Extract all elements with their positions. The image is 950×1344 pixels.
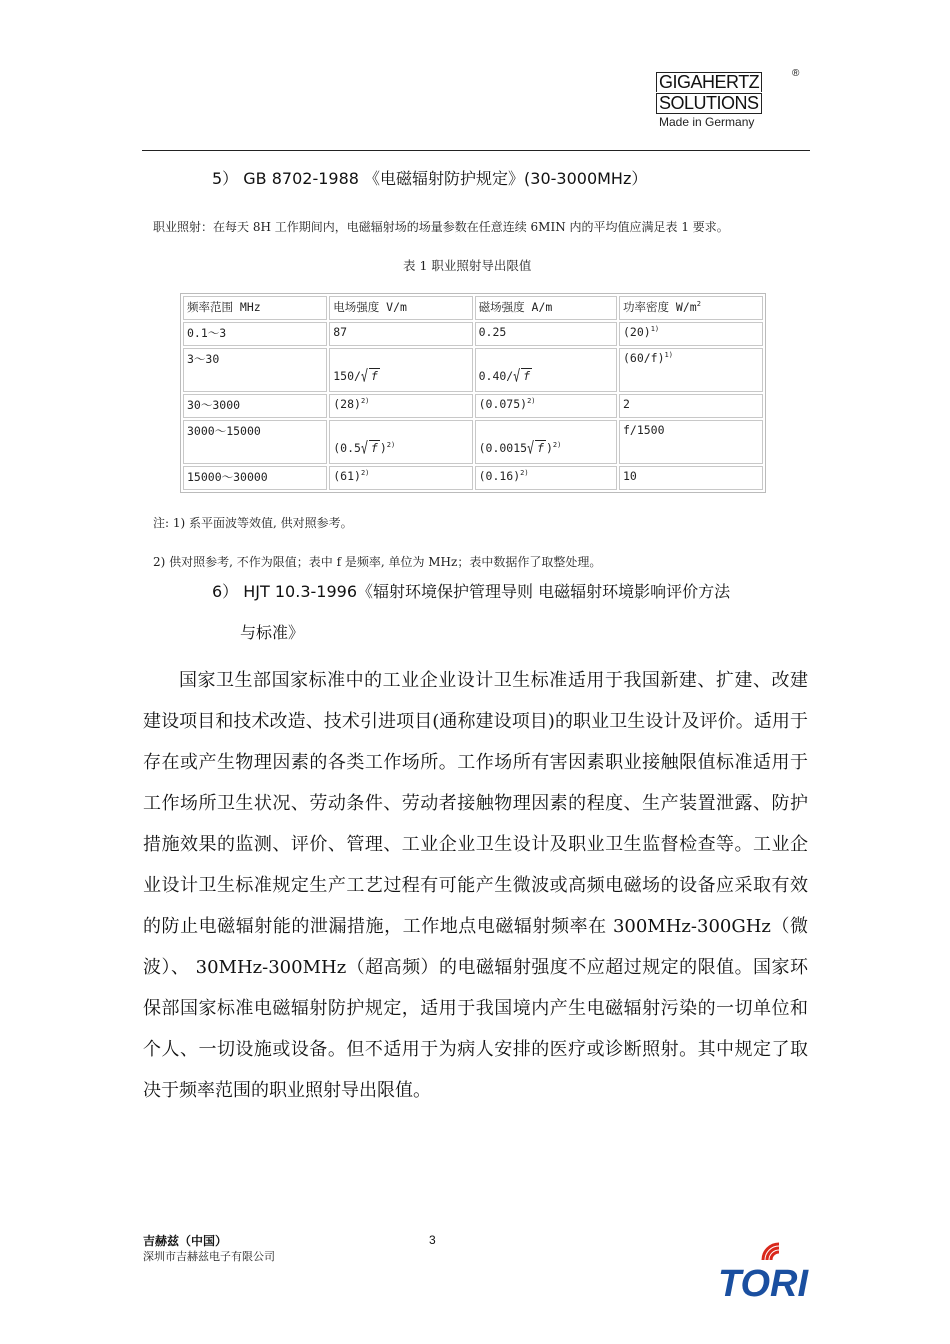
cell-magnetic-field: $(0.075)^{2)}$ <box>475 394 617 418</box>
sqrt-f: f <box>537 441 544 455</box>
footer-company-full: 深圳市吉赫兹电子有限公司 <box>143 1250 275 1263</box>
sqrt-f: f <box>370 441 378 455</box>
cell-frequency: 15000～30000 <box>183 466 327 490</box>
table-row <box>183 348 763 392</box>
table-note-2: 2) 供对照参考, 不作为限值；表中 f 是频率, 单位为 MHz；表中数据作了取整处理。 <box>153 555 602 569</box>
section-6-heading-cont: 与标准》 <box>240 623 305 642</box>
cell-power-density: 10 <box>619 466 763 490</box>
table-note-1: 注: 1) 系平面波等效值, 供对照参考。 <box>153 516 353 530</box>
logo-made-in-germany: Made in Germany <box>659 115 755 129</box>
cell-magnetic-field: 0.25 <box>475 322 617 346</box>
table-row <box>183 420 763 464</box>
cell-power-density: f/1500 <box>619 420 763 464</box>
header-magnetic-field: 磁场强度 A/m <box>475 296 617 320</box>
cell-electric-field: (0.5√ f )$^{2)}$ <box>329 420 472 464</box>
table-row <box>183 394 763 418</box>
header-power-density: 功率密度 $W/m^2$ <box>619 296 763 320</box>
table-caption: 表 1 职业照射导出限值 <box>403 258 532 273</box>
cell-power-density: $(60/f)^{1)}$ <box>619 348 763 392</box>
logo-line-solutions: SOLUTIONS <box>656 93 762 114</box>
cell-frequency: 3～30 <box>183 348 327 392</box>
header-frequency: 频率范围 MHz <box>183 296 327 320</box>
gigahertz-solutions-logo <box>656 68 806 130</box>
logo-line-gigahertz: GIGAHERTZ <box>656 72 762 92</box>
svg-text:TORI: TORI <box>717 1263 809 1304</box>
cell-electric-field: 87 <box>329 322 472 346</box>
cell-magnetic-field: (0.0015√ f )$^{2)}$ <box>475 420 617 464</box>
cell-frequency: 30～3000 <box>183 394 327 418</box>
sqrt-f: f <box>370 369 378 383</box>
cell-frequency: 3000～15000 <box>183 420 327 464</box>
cell-power-density: $(20)^{1)}$ <box>619 322 763 346</box>
table-row <box>183 322 763 346</box>
exposure-limits-table <box>180 293 766 493</box>
table-row <box>183 466 763 490</box>
cell-magnetic-field: 0.40/√ f <box>475 348 617 392</box>
footer-company-cn: 吉赫兹（中国） <box>143 1234 228 1248</box>
registered-mark: ® <box>792 68 800 79</box>
section-6-heading: 6） HJT 10.3-1996《辐射环境保护管理导则 电磁辐射环境影响评价方法 <box>212 582 731 601</box>
cell-magnetic-field: $(0.16)^{2)}$ <box>475 466 617 490</box>
table-header-row <box>183 296 763 320</box>
page-number: 3 <box>429 1233 436 1247</box>
tori-logo <box>705 1238 821 1304</box>
body-paragraph-container <box>143 660 808 1111</box>
cell-electric-field: $(28)^{2)}$ <box>329 394 472 418</box>
cell-frequency: 0.1～3 <box>183 322 327 346</box>
header-electric-field: 电场强度 V/m <box>329 296 472 320</box>
section-5-heading: 5） GB 8702-1988 《电磁辐射防护规定》(30-3000MHz） <box>212 169 648 188</box>
cell-electric-field: $(61)^{2)}$ <box>329 466 472 490</box>
cell-power-density: 2 <box>619 394 763 418</box>
section-5-intro: 职业照射：在每天 8H 工作期间内，电磁辐射场的场量参数在任意连续 6MIN 内的平均值应满足表 1 要求。 <box>153 220 729 234</box>
header-divider <box>142 150 810 151</box>
body-paragraph: 国家卫生部国家标准中的工业企业设计卫生标准适用于我国新建、扩建、改建建设项目和技术改造、技术引进项目(通称建设项目)的职业卫生设计及评价。适用于存在或产生物理因素的各类工作场所。工作场所有害因素职业接触限值标准适用于工作场所卫生状况、劳动条件、劳动者接触物理因素的程度、生产装置泄露、防护措施效果的监测、评价、管理、工业企业卫生设计及职业卫生监督检查等。工业企业设计卫生标准规定生产工艺过程有可能产生微波或高频电磁场的设备应采取有效的防止电磁辐射能的泄漏措施，工作地点电磁辐射频率在 300MHz-300GHz（微波）、 30MHz-300MHz（超高频）的电磁辐射强度不应超过规定的限值。国家环保部国家标准电磁辐射防护规定，适用于我国境内产生电磁辐射污染的一切单位和个人、一切设施或设备。但不适用于为病人安排的医疗或诊断照射。其中规定了取决于频率范围的职业照射导出限值。 <box>143 670 808 1101</box>
cell-electric-field: 150/√ f <box>329 348 472 392</box>
sqrt-f: f <box>523 369 531 383</box>
